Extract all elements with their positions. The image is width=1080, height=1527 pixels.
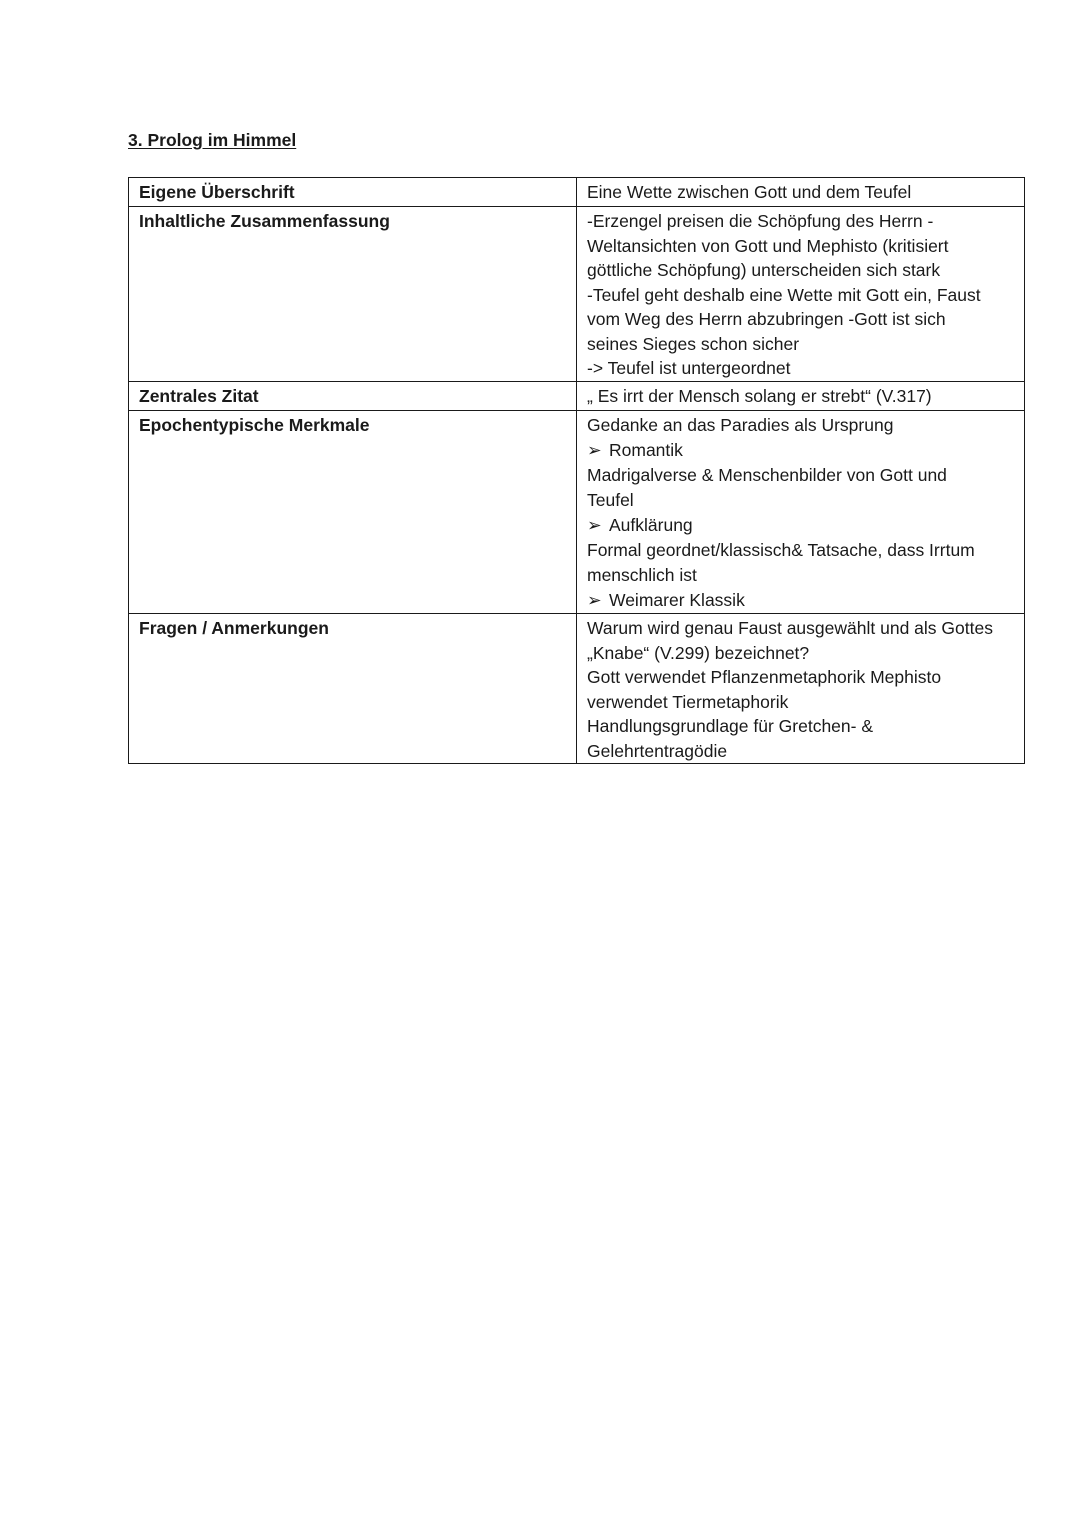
content-line: „Knabe“ (V.299) bezeichnet? bbox=[587, 642, 810, 663]
content-line: -Teufel geht deshalb eine Wette mit Gott ein, Faust bbox=[587, 284, 981, 305]
content-line: Gott verwendet Pflanzenmetaphorik Mephisto bbox=[587, 667, 942, 687]
row-label-title: Eigene Überschrift bbox=[129, 178, 577, 207]
content-line: Weltansichten von Gott und Mephisto (kritisiert bbox=[587, 235, 949, 256]
table-row-summary bbox=[129, 207, 1025, 382]
arrow-bullet-icon: ➢ bbox=[587, 590, 602, 610]
worksheet-table bbox=[128, 177, 1025, 764]
row-content-epoch bbox=[577, 410, 1025, 614]
arrow-bullet-icon: ➢ bbox=[587, 515, 602, 535]
content-line: seines Sieges schon sicher bbox=[587, 333, 800, 354]
section-heading: 3. Prolog im Himmel bbox=[128, 130, 297, 150]
content-line: göttliche Schöpfung) unterscheiden sich stark bbox=[587, 260, 941, 280]
table-row-epoch bbox=[129, 410, 1025, 614]
epoch-name: Romantik bbox=[609, 440, 683, 460]
content-line: vom Weg des Herrn abzubringen -Gott ist sich bbox=[587, 309, 946, 329]
row-content-title bbox=[577, 178, 1025, 207]
content-line: menschlich ist bbox=[587, 564, 697, 585]
epoch-name: Weimarer Klassik bbox=[609, 590, 745, 610]
content-line: Gelehrtentragödie bbox=[587, 740, 728, 761]
content-line: „ Es irrt der Mensch solang er strebt“ (V.317) bbox=[587, 385, 932, 406]
content-line: Gedanke an das Paradies als Ursprung bbox=[587, 414, 894, 435]
epoch-bullet-romantik bbox=[587, 437, 1014, 463]
row-content-quote bbox=[577, 381, 1025, 410]
content-line: Eine Wette zwischen Gott und dem Teufel bbox=[587, 182, 912, 202]
row-label-quote: Zentrales Zitat bbox=[129, 381, 577, 410]
content-line: Warum wird genau Faust ausgewählt und als Gottes bbox=[587, 618, 993, 638]
content-line: Madrigalverse & Menschenbilder von Gott und bbox=[587, 465, 947, 485]
content-line: -Erzengel preisen die Schöpfung des Herrn - bbox=[587, 211, 934, 231]
row-label-summary: Inhaltliche Zusammenfassung bbox=[129, 207, 577, 382]
row-content-questions bbox=[577, 614, 1025, 764]
row-content-summary bbox=[577, 207, 1025, 382]
content-line: Formal geordnet/klassisch& Tatsache, dass Irrtum bbox=[587, 540, 975, 560]
content-line: Teufel bbox=[587, 489, 634, 510]
table-row-questions bbox=[129, 614, 1025, 764]
content-line: verwendet Tiermetaphorik bbox=[587, 691, 789, 712]
table-row-quote bbox=[129, 381, 1025, 410]
content-line: Handlungsgrundlage für Gretchen- & bbox=[587, 716, 874, 736]
row-label-epoch: Epochentypische Merkmale bbox=[129, 410, 577, 614]
table-row-title bbox=[129, 178, 1025, 207]
row-label-questions: Fragen / Anmerkungen bbox=[129, 614, 577, 764]
arrow-bullet-icon: ➢ bbox=[587, 440, 602, 460]
epoch-bullet-aufklaerung bbox=[587, 512, 1014, 538]
epoch-name: Aufklärung bbox=[609, 515, 693, 535]
content-line: -> Teufel ist untergeordnet bbox=[587, 358, 791, 378]
epoch-bullet-weimarer-klassik bbox=[587, 587, 1014, 613]
